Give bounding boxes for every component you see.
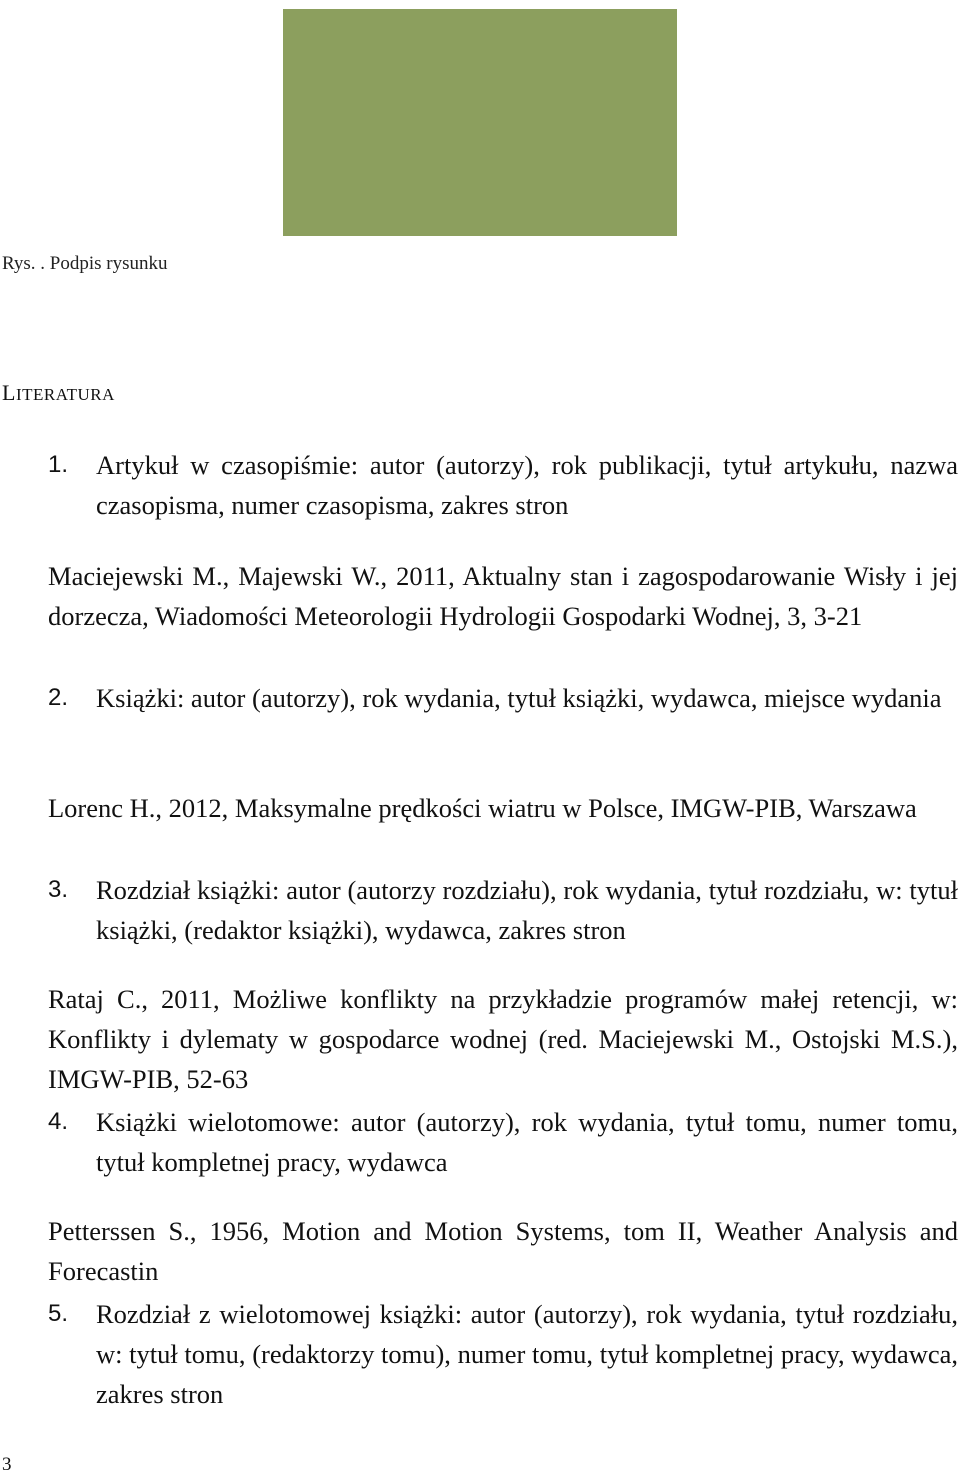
list-item: [48, 1102, 958, 1182]
list-item-text: Artykuł w czasopiśmie: autor (autorzy), rok publikacji, tytuł artykułu, nazwa czasopisma, numer czasopisma, zakres stron: [96, 450, 958, 520]
heading-rest: ITERATURA: [15, 385, 115, 404]
reference-example: Petterssen S., 1956, Motion and Motion Systems, tom II, Weather Analysis and Forecastin: [48, 1216, 958, 1286]
figure-caption: Rys. . Podpis rysunku: [2, 253, 168, 274]
list-item-number: 5.: [48, 1300, 69, 1327]
list-item-number: 3.: [48, 876, 69, 903]
list-item: [48, 1294, 958, 1414]
list-item-text: Książki wielotomowe: autor (autorzy), rok wydania, tytuł tomu, numer tomu, tytuł kompletnej pracy, wydawca: [96, 1107, 958, 1177]
list-item: [48, 445, 958, 525]
list-item-number: 2.: [48, 684, 69, 711]
page-number: 3: [2, 1454, 12, 1475]
reference-example: Rataj C., 2011, Możliwe konflikty na przykładzie programów małej retencji, w: Konflikty i dylematy w gospodarce wodnej (red. Maciejewski M., Ostojski M.S.), IMGW-PIB, 52-63: [48, 984, 958, 1094]
list-item-text: Rozdział książki: autor (autorzy rozdziału), rok wydania, tytuł rozdziału, w: tytuł książki, (redaktor książki), wydawca, zakres stron: [96, 875, 958, 945]
list-item-number: 4.: [48, 1108, 69, 1135]
list-item-text: Książki: autor (autorzy), rok wydania, tytuł książki, wydawca, miejsce wydania: [96, 683, 942, 713]
list-item: [48, 678, 958, 718]
figure-placeholder: [283, 9, 677, 236]
list-item-text: Rozdział z wielotomowej książki: autor (autorzy), rok wydania, tytuł rozdziału, w: tytuł tomu, (redaktorzy tomu), numer tomu, tytuł kompletnej pracy, wydawca, zakres stron: [96, 1299, 958, 1409]
reference-example: Lorenc H., 2012, Maksymalne prędkości wiatru w Polsce, IMGW-PIB, Warszawa: [48, 793, 917, 823]
list-item-number: 1.: [48, 451, 69, 478]
list-item: [48, 870, 958, 950]
section-heading: [2, 380, 115, 406]
heading-initial: L: [2, 380, 16, 405]
reference-example: Maciejewski M., Majewski W., 2011, Aktualny stan i zagospodarowanie Wisły i jej dorzecza, Wiadomości Meteorologii Hydrologii Gospodarki Wodnej, 3, 3-21: [48, 561, 958, 631]
